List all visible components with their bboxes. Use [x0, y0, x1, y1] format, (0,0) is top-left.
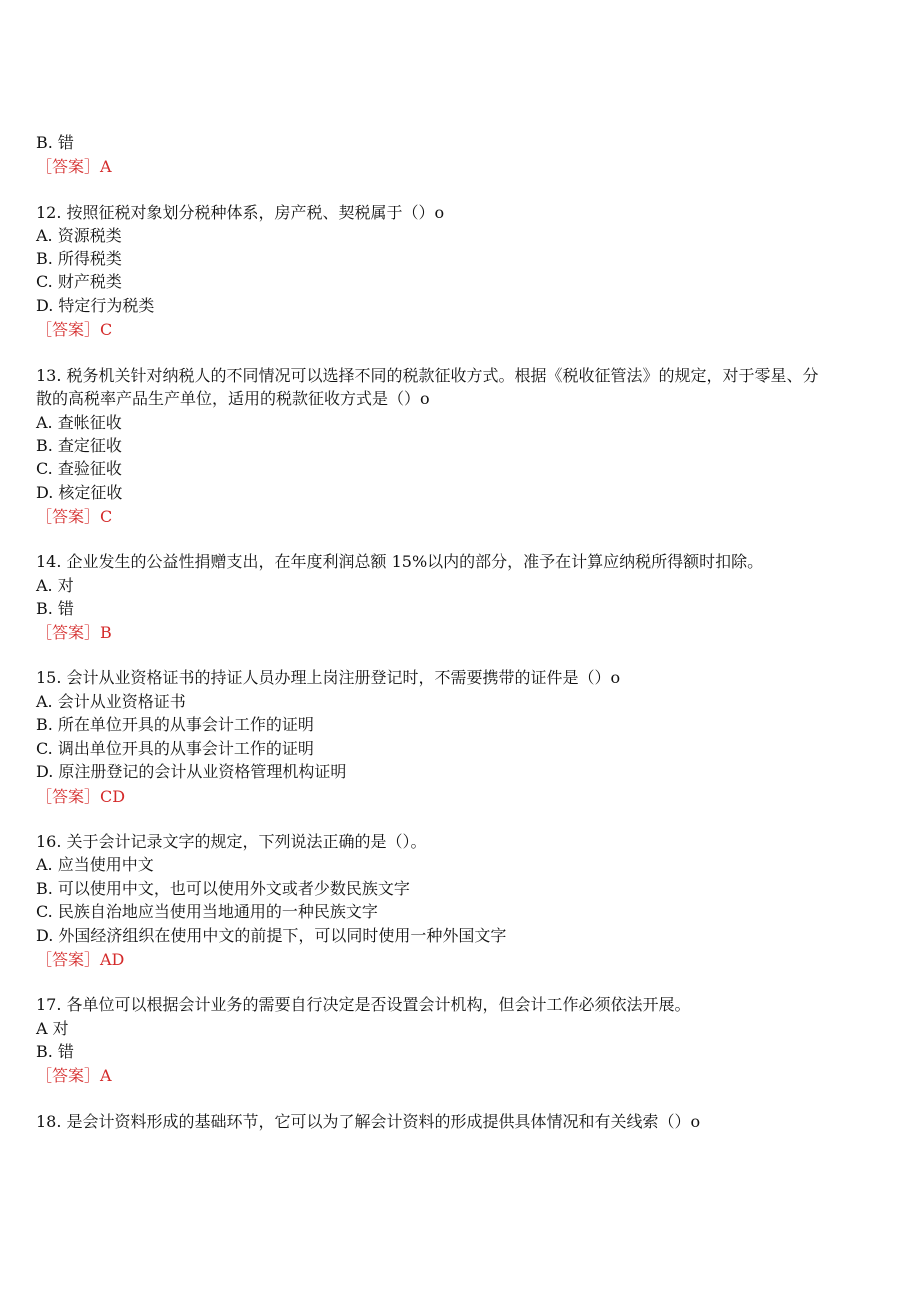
option-text: B. 所在单位开具的从事会计工作的证明 [36, 715, 314, 734]
answer-text: ［答案］C [36, 507, 113, 526]
option-text: B. 查定征收 [36, 436, 122, 455]
answer-text: ［答案］AD [36, 950, 125, 969]
option-text: D. 原注册登记的会计从业资格管理机构证明 [36, 762, 347, 781]
option-text: A. 应当使用中文 [36, 855, 154, 874]
question-text: 12. 按照征税对象划分税种体系，房产税、契税属于（）o [36, 203, 445, 222]
option-text: A. 查帐征收 [36, 413, 122, 432]
answer-text: ［答案］A [36, 157, 112, 176]
answer-text: ［答案］CD [36, 787, 126, 806]
option-text: B. 可以使用中文，也可以使用外文或者少数民族文字 [36, 879, 410, 898]
answer-text: ［答案］B [36, 623, 112, 642]
question-text: 14. 企业发生的公益性捐赠支出，在年度利润总额 15%以内的部分，准予在计算应纳税所得额时扣除。 [36, 552, 764, 571]
option-text: B. 错 [36, 599, 74, 618]
option-text: A. 资源税类 [36, 226, 122, 245]
option-text: D. 核定征收 [36, 483, 123, 502]
option-text: B. 错 [36, 133, 74, 152]
option-text: D. 特定行为税类 [36, 296, 155, 315]
option-text: C. 查验征收 [36, 459, 122, 478]
option-text: A. 会计从业资格证书 [36, 692, 186, 711]
option-text: A 对 [36, 1019, 69, 1038]
option-text: A. 对 [36, 576, 74, 595]
question-text: 16. 关于会计记录文字的规定，下列说法正确的是（）。 [36, 832, 427, 851]
option-text: D. 外国经济组织在使用中文的前提下，可以同时使用一种外国文字 [36, 926, 507, 945]
option-text: B. 所得税类 [36, 249, 122, 268]
option-text: C. 调出单位开具的从事会计工作的证明 [36, 739, 314, 758]
question-text: 15. 会计从业资格证书的持证人员办理上岗注册登记时，不需要携带的证件是（）o [36, 668, 621, 687]
answer-text: ［答案］A [36, 1066, 112, 1085]
question-text: 17. 各单位可以根据会计业务的需要自行决定是否设置会计机构，但会计工作必须依法开展。 [36, 995, 691, 1014]
option-text: C. 民族自治地应当使用当地通用的一种民族文字 [36, 902, 378, 921]
question-text: 散的高税率产品生产单位，适用的税款征收方式是（）o [36, 389, 430, 408]
question-text: 18. 是会计资料形成的基础环节，它可以为了解会计资料的形成提供具体情况和有关线索（）o [36, 1112, 701, 1131]
answer-text: ［答案］C [36, 320, 113, 339]
option-text: B. 错 [36, 1042, 74, 1061]
option-text: C. 财产税类 [36, 272, 122, 291]
question-text: 13. 税务机关针对纳税人的不同情况可以选择不同的税款征收方式。根据《税收征管法》的规定，对于零星、分 [36, 366, 819, 385]
